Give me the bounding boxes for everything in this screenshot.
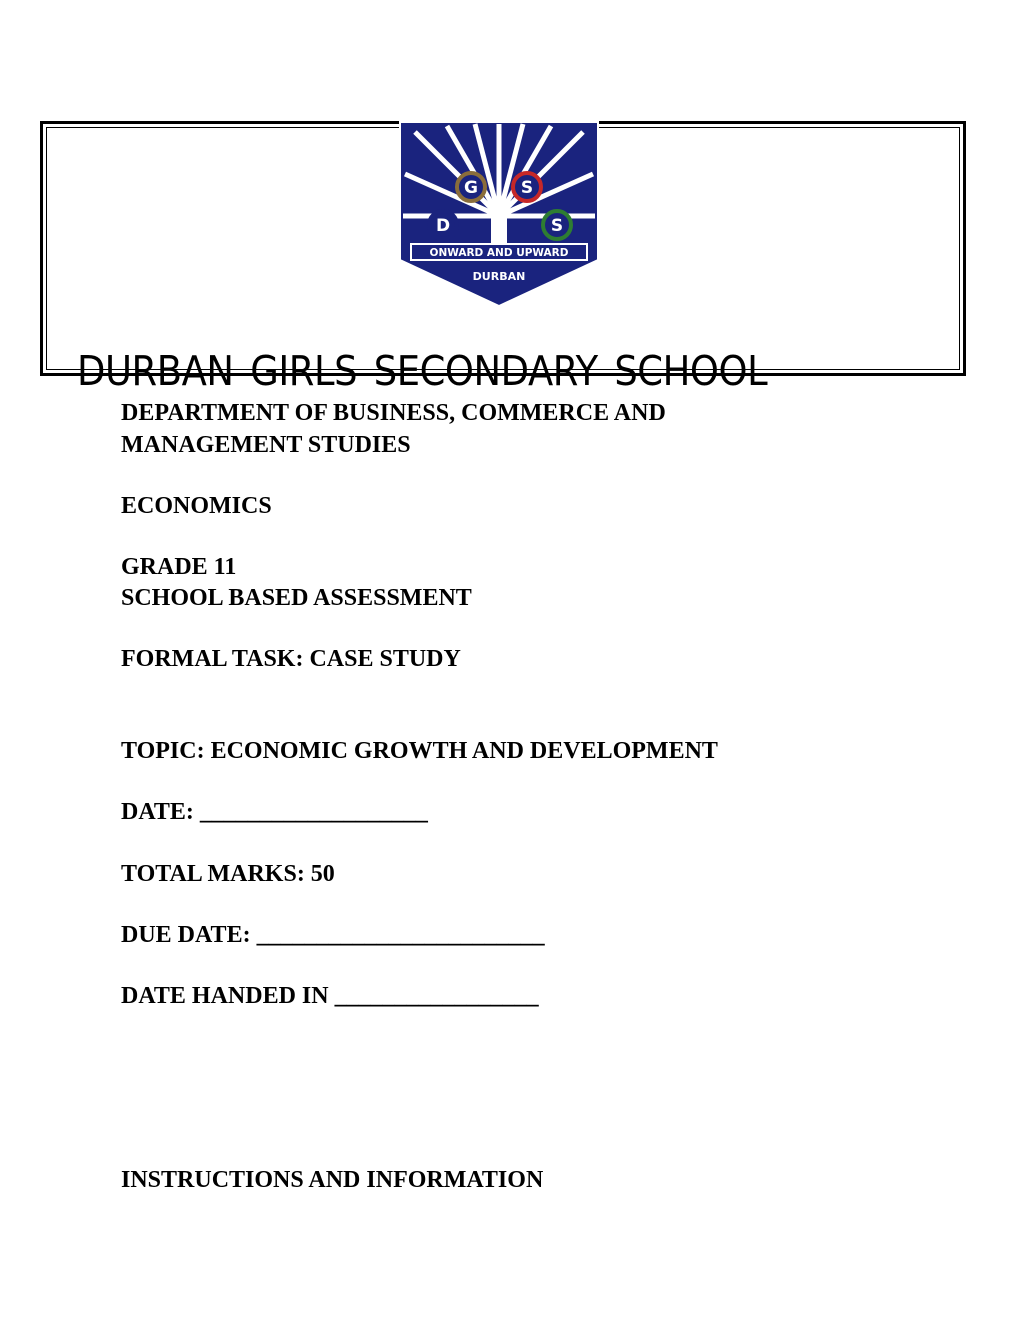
date-field: DATE: ___________________ — [121, 799, 428, 825]
formal-task: FORMAL TASK: CASE STUDY — [121, 646, 461, 672]
department-line-1: DEPARTMENT OF BUSINESS, COMMERCE AND — [121, 400, 666, 426]
instructions-heading: INSTRUCTIONS AND INFORMATION — [121, 1167, 544, 1193]
total-marks: TOTAL MARKS: 50 — [121, 861, 335, 887]
grade: GRADE 11 — [121, 554, 237, 580]
crest-letter-s: S — [520, 178, 534, 198]
crest-place: DURBAN — [472, 270, 526, 283]
crest-letter-g: G — [464, 178, 478, 198]
crest-motto: ONWARD AND UPWARD — [429, 247, 569, 259]
subject: ECONOMICS — [121, 493, 272, 519]
assessment-type: SCHOOL BASED ASSESSMENT — [121, 585, 472, 611]
crest-letter-s2: S — [550, 216, 564, 236]
due-date-field: DUE DATE: ________________________ — [121, 922, 545, 948]
school-crest-logo — [397, 120, 601, 308]
date-handed-in-field: DATE HANDED IN _________________ — [121, 983, 539, 1009]
crest-letter-d: D — [435, 216, 451, 236]
department-line-2: MANAGEMENT STUDIES — [121, 432, 411, 458]
topic: TOPIC: ECONOMIC GROWTH AND DEVELOPMENT — [121, 738, 718, 764]
school-name: DURBAN GIRLS SECONDARY SCHOOL — [77, 347, 768, 395]
